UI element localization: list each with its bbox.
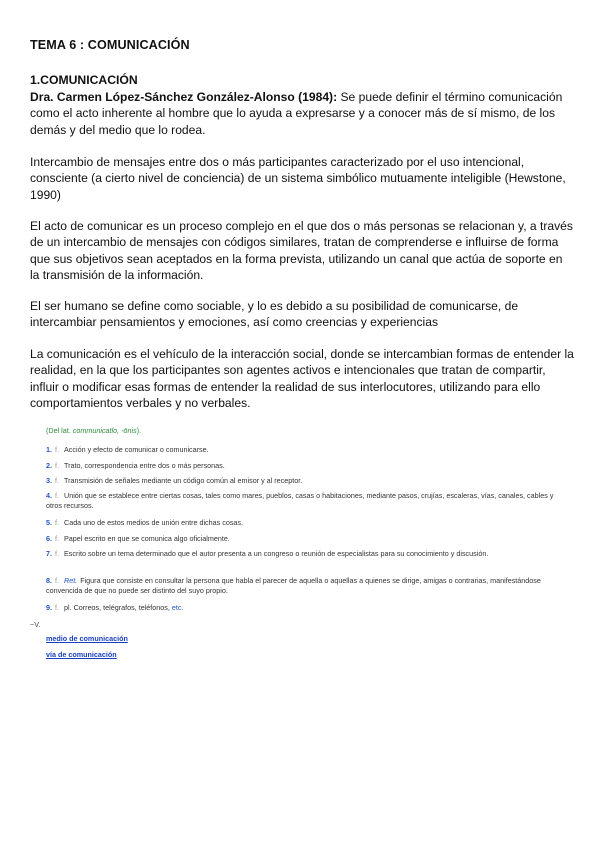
entry-text: Unión que se establece entre ciertas cosas, tales como mares, pueblos, casas o habitaciones, mediante pasos, crujías, escaleras, vías, canales, cables y otros recursos.: [46, 491, 554, 510]
paragraph-vehicle: La comunicación es el vehículo de la interacción social, donde se intercambian formas de entender la realidad, en la que los participantes son agentes activos e intencionales que tratan de compartir, influir o modificar esas formas de entender la realidad de sus interlocutores, utilizando para ello comportamientos verbales y no verbales.: [30, 347, 574, 410]
entry-text: Trato, correspondencia entre dos o más personas.: [64, 461, 225, 470]
entry-text: Papel escrito en que se comunica algo oficialmente.: [64, 534, 230, 543]
entry-number: 6.: [46, 534, 52, 543]
entry-grammar: f.: [55, 576, 59, 585]
entry-grammar: f.: [55, 518, 59, 527]
section-title: 1.COMUNICACIÓN: [30, 73, 138, 87]
page-title: TEMA 6 : COMUNICACIÓN: [30, 38, 190, 52]
entry-text: Escrito sobre un tema determinado que el autor presenta a un congreso o reunión de especialistas para su conocimiento y discusión.: [64, 549, 489, 558]
entry-area: Ret.: [64, 576, 78, 585]
dictionary-entry: [46, 461, 566, 471]
dictionary-entry: [46, 549, 566, 559]
link-via-de-comunicacion[interactable]: vía de comunicación: [46, 650, 117, 659]
entry-grammar: f.: [55, 476, 59, 485]
dictionary-entry: [46, 576, 566, 596]
dictionary-entry: [46, 445, 566, 455]
entry-grammar: f.: [55, 461, 59, 470]
paragraph-hewstone: Intercambio de mensajes entre dos o más participantes caracterizado por el uso intencional, consciente (a cierto nivel de conciencia) de un sistema simbólico mutuamente inteligible (Hewstone, 1990): [30, 155, 566, 202]
entry-number: 4.: [46, 491, 52, 500]
entry-number: 9.: [46, 603, 52, 612]
entry-text: Acción y efecto de comunicar o comunicarse.: [64, 445, 209, 454]
dictionary-entry: [46, 476, 566, 486]
entry-grammar: f.: [55, 445, 59, 454]
dictionary-entry: [46, 491, 566, 511]
entry-text: Cada uno de estos medios de unión entre dichas cosas.: [64, 518, 244, 527]
entry-grammar: f.: [55, 603, 59, 612]
entry-grammar: f.: [55, 549, 59, 558]
paragraph-social: El ser humano se define como sociable, y lo es debido a su posibilidad de comunicarse, de intercambiar pensamientos y emociones, así como creencias y experiencias: [30, 299, 519, 330]
etymology-word: communicatĭo, -ōnis: [72, 426, 137, 435]
author-citation: Dra. Carmen López-Sánchez González-Alonso (1984):: [30, 90, 338, 104]
entry-number: 8.: [46, 576, 52, 585]
entry-number: 3.: [46, 476, 52, 485]
etc-link[interactable]: etc.: [171, 603, 184, 612]
link-medio-de-comunicacion[interactable]: medio de comunicación: [46, 634, 128, 643]
dictionary-entry: [46, 603, 566, 613]
entry-text: Figura que consiste en consultar la persona que habla el parecer de aquella o aquellas a quienes se dirige, amigas o contrarias, manifestándose convencida de que no puede ser distinto del suyo propio.: [46, 576, 541, 595]
dictionary-entry: [46, 518, 566, 528]
entry-number: 5.: [46, 518, 52, 527]
dictionary-entry: [46, 534, 566, 544]
see-also-label: ~V.: [30, 620, 41, 629]
paragraph-definition-author: [30, 89, 575, 138]
entry-text: pl. Correos, telégrafos, teléfonos,: [64, 603, 172, 612]
paragraph-process: El acto de comunicar es un proceso complejo en el que dos o más personas se relacionan y, a través de un intercambio de mensajes con códigos similares, tratan de comprenderse e influirse de forma que sus objetivos sean aceptados en la forma prevista, utilizando un canal que actúa de soporte en la transmisión de la información.: [30, 219, 573, 282]
etymology: (Del lat. communicatĭo, -ōnis).: [46, 426, 142, 435]
entry-text: Transmisión de señales mediante un código común al emisor y al receptor.: [64, 476, 303, 485]
entry-number: 1.: [46, 445, 52, 454]
entry-grammar: f.: [55, 491, 59, 500]
entry-number: 7.: [46, 549, 52, 558]
paragraph-text: Se puede definir el término comunicación como el acto inherente al hombre que lo ayuda a expresarse y a conocer más de sí mismo, de los demás y del medio que lo rodea.: [30, 90, 563, 137]
entry-grammar: f.: [55, 534, 59, 543]
entry-number: 2.: [46, 461, 52, 470]
